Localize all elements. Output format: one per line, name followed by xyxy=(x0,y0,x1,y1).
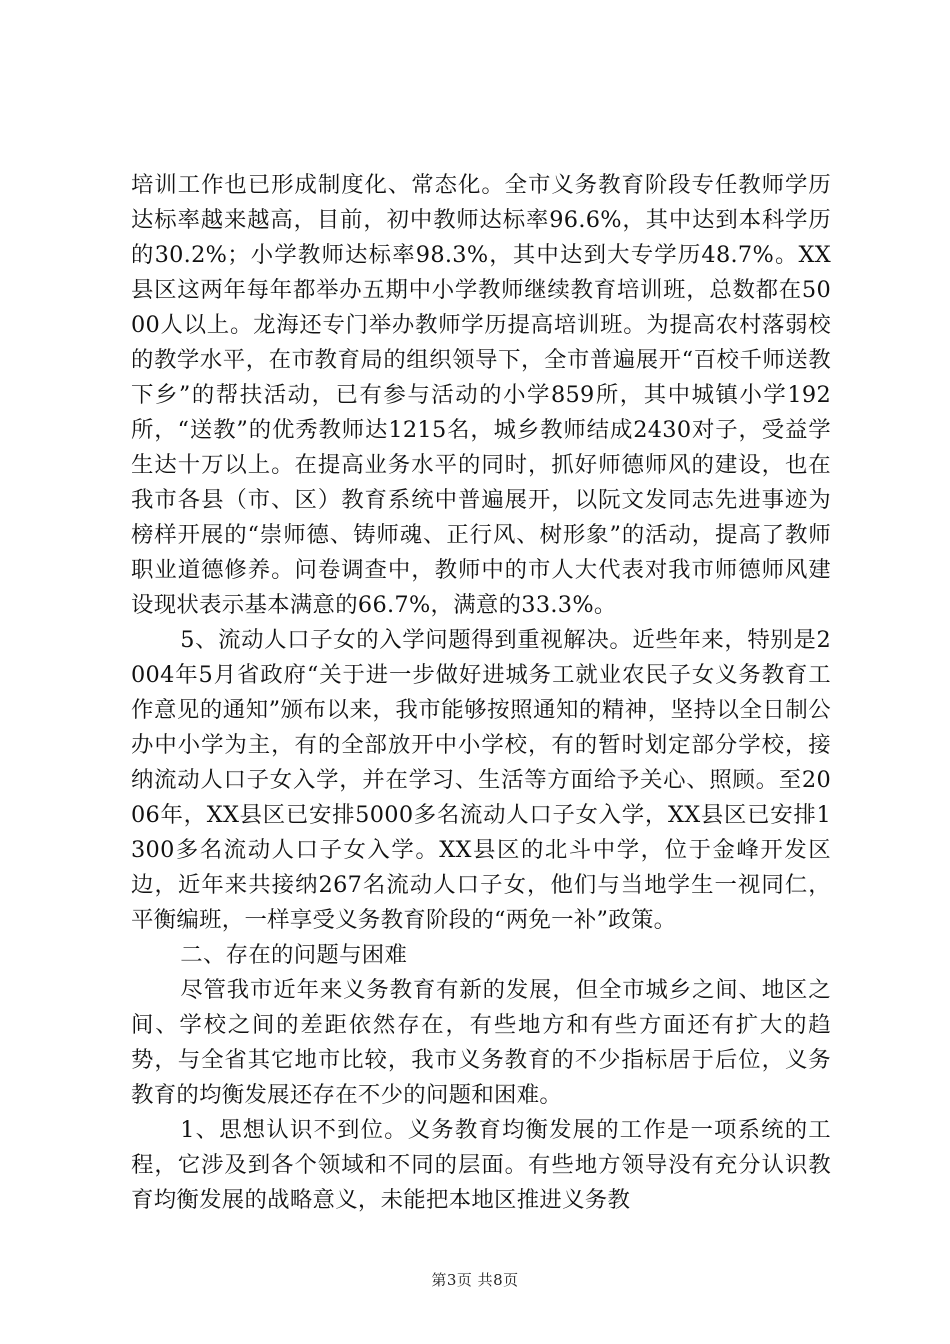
paragraph-problem-1: 1、思想认识不到位。义务教育均衡发展的工作是一项系统的工程，它涉及到各个领域和不同的层面。有些地方领导没有充分认识教育均衡发展的战略意义，未能把本地区推进义务教 xyxy=(131,1117,831,1213)
paragraph-problems-intro: 尽管我市近年来义务教育有新的发展，但全市城乡之间、地区之间、学校之间的差距依然存在，有些地方和有些方面还有扩大的趋势，与全省其它地市比较，我市义务教育的不少指标居于后位，义务教育的均衡发展还存在不少的问题和困难。 xyxy=(131,977,831,1108)
page-number-footer: 第3页 共8页 xyxy=(431,1271,519,1289)
paragraph-continued: 培训工作也已形成制度化、常态化。全市义务教育阶段专任教师学历达标率越来越高，目前，初中教师达标率96.6%，其中达到本科学历的30.2%；小学教师达标率98.3%，其中达到大专学历48.7%。XX县区这两年每年都举办五期中小学教师继续教育培训班，总数都在5000人以上。龙海还专门举办教师学历提高培训班。为提高农村落弱校的教学水平，在市教育局的组织领导下，全市普遍展开“百校千师送教下乡”的帮扶活动，已有参与活动的小学859所，其中城镇小学192所，“送教”的优秀教师达1215名，城乡教师结成2430对子，受益学生达十万以上。在提高业务水平的同时，抓好师德师风的建设，也在我市各县（市、区）教育系统中普遍展开，以阮文发同志先进事迹为榜样开展的“崇师德、铸师魂、正行风、树形象”的活动，提高了教师职业道德修养。问卷调查中，教师中的市人大代表对我市师德师风建设现状表示基本满意的66.7%，满意的33.3%。 xyxy=(131,172,831,618)
section-heading-problems: 二、存在的问题与困难 xyxy=(180,942,408,968)
document-body xyxy=(131,168,831,1218)
paragraph-item-5: 5、流动人口子女的入学问题得到重视解决。近些年来，特别是2004年5月省政府“关于进一步做好进城务工就业农民子女义务教育工作意见的通知”颁布以来，我市能够按照通知的精神，坚持以全日制公办中小学为主，有的全部放开中小学校，有的暂时划定部分学校，接纳流动人口子女入学，并在学习、生活等方面给予关心、照顾。至2006年，XX县区已安排5000多名流动人口子女入学，XX县区已安排1300多名流动人口子女入学。XX县区的北斗中学，位于金峰开发区边，近年来共接纳267名流动人口子女，他们与当地学生一视同仁，平衡编班，一样享受义务教育阶段的“两免一补”政策。 xyxy=(131,627,831,933)
